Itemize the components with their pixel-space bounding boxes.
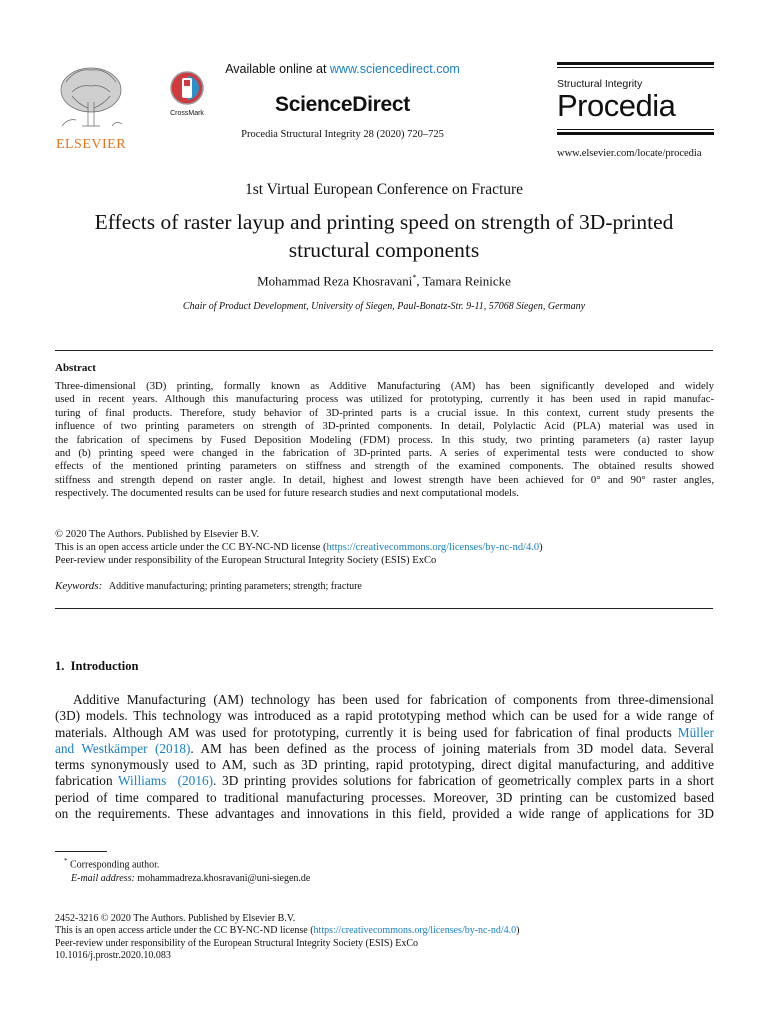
- abstract-line: turing of final products. Therefore, study behavior of 3D-printed parts is a crucial issue. In this context, current study presents the: [55, 406, 714, 419]
- abstract-line: influence of two printing parameters on strength of 3D-printed components. In detail, Polylactic Acid (PLA) material was used in: [55, 420, 714, 433]
- footnote-email: E-mail address: mohammadreza.khosravani@uni-siegen.de: [71, 872, 311, 884]
- citation-williams-year[interactable]: (2016): [177, 773, 214, 789]
- journal-citation: Procedia Structural Integrity 28 (2020) 720–725: [241, 129, 444, 140]
- conference-name: 1st Virtual European Conference on Fracture: [244, 181, 524, 198]
- issn-line: 2452-3216 © 2020 The Authors. Published by Elsevier B.V.: [55, 913, 296, 924]
- paper-title-line1: Effects of raster layup and printing speed on strength of 3D-printed: [94, 210, 674, 234]
- crossmark-label: CrossMark: [170, 110, 204, 117]
- affiliation: Chair of Product Development, University of Siegen, Paul-Bonatz-Str. 9-11, 57068 Siegen, Germany: [182, 301, 586, 312]
- crossmark-icon: [169, 70, 205, 106]
- authors: [0, 273, 768, 289]
- elsevier-wordmark: ELSEVIER: [55, 137, 127, 152]
- intro-line: terms synonymously used to AM, such as 3D printing, rapid prototyping, direct digital manufacturing, and additive: [55, 757, 714, 773]
- intro-line: Additive Manufacturing (AM) technology has been used for fabrication of components from three-dimensional: [73, 692, 714, 707]
- abstract-body: [55, 380, 714, 501]
- procedia-top-rule-thin: [557, 67, 714, 68]
- intro-line: and Westkämper (2018). AM has been defined as the process of joining materials from 3D model data. Several: [55, 740, 714, 756]
- abstract-line: stiffness and strength depend on raster angle. In detail, highest and lowest strength have been achieved for 0° and 90° raster angles,: [55, 473, 714, 486]
- abstract-license-block: [55, 529, 715, 567]
- footnote-rule: [55, 851, 107, 852]
- journal-url[interactable]: www.elsevier.com/locate/procedia: [557, 148, 702, 159]
- keywords-label: Keywords:: [55, 580, 103, 592]
- footer-license-link[interactable]: https://creativecommons.org/licenses/by-nc-nd/4.0: [313, 925, 517, 937]
- keywords-list: Additive manufacturing; printing parameters; strength; fracture: [108, 581, 362, 592]
- email-address[interactable]: mohammadreza.khosravani@uni-siegen.de: [137, 872, 311, 884]
- footer-license-line: This is an open access article under the CC BY-NC-ND license (https://creativecommons.org/licenses/by-nc-nd/4.0): [55, 925, 520, 937]
- paper-title-line2: structural components: [288, 238, 480, 262]
- license-line: This is an open access article under the CC BY-NC-ND license (https://creativecommons.org/licenses/by-nc-nd/4.0): [55, 541, 543, 553]
- intro-line: fabrication Williams (2016). 3D printing provides solutions for fabrication of geometrically complex parts in a short: [55, 773, 714, 789]
- author-1: Mohammad Reza Khosravani: [257, 273, 413, 289]
- footnote: [55, 855, 310, 885]
- procedia-top-rule-thick: [557, 62, 714, 65]
- abstract-line: Three-dimensional (3D) printing, formally known as Additive Manufacturing (AM) has been significantly developed and widely: [55, 380, 714, 392]
- paper-title: [0, 208, 768, 264]
- abstract-line: used in recent years. Although this manufacturing process was utilized for prototyping, currently it has been used in rapid manufac-: [55, 393, 714, 406]
- sciencedirect-logo: ScienceDirect: [274, 93, 410, 116]
- crossmark-badge[interactable]: [165, 70, 209, 122]
- abstract-heading: Abstract: [55, 362, 96, 374]
- procedia-logo-box: [557, 62, 714, 146]
- citation-muller-cont[interactable]: and Westkämper: [55, 740, 148, 756]
- available-online: Available online at www.sciencedirect.com: [225, 62, 460, 76]
- doi[interactable]: 10.1016/j.prostr.2020.10.083: [55, 949, 171, 961]
- intro-line: on the requirements. These advantages and innovations in this field, provided a wide range of applications for 3D: [55, 806, 714, 822]
- footer-peer-review: Peer-review under responsibility of the European Structural Integrity Society (ESIS) ExCo: [55, 937, 419, 949]
- abstract-line: the fabrication of specimens by Fused Deposition Modeling (FDM) process. In this study, two printing parameters (a) raster layup: [55, 433, 714, 446]
- footnote-corresponding: * Corresponding author.: [64, 857, 160, 871]
- section-heading-introduction: 1. Introduction: [55, 659, 139, 673]
- peer-review-line: Peer-review under responsibility of the European Structural Integrity Society (ESIS) ExCo: [55, 554, 437, 566]
- intro-line: period of time compared to traditional manufacturing processes. Moreover, 3D printing can be customized based: [55, 789, 714, 805]
- copyright-line: © 2020 The Authors. Published by Elsevier B.V.: [55, 529, 260, 540]
- intro-line: materials. Although AM was used for prototyping, currently it is being used for fabrication of final products Müller: [55, 724, 714, 740]
- abstract-line: effects of the mentioned printing parameters on stiffness and strength of the examined components. The obtained results showed: [55, 460, 714, 473]
- introduction-body: [55, 692, 714, 822]
- procedia-bottom-rule-thick: [557, 132, 714, 135]
- abstract-top-rule: [55, 350, 713, 351]
- abstract-bottom-rule: [55, 608, 713, 609]
- sciencedirect-link[interactable]: www.sciencedirect.com: [329, 62, 460, 76]
- procedia-series: Structural Integrity: [557, 78, 643, 90]
- procedia-wordmark: Procedia: [557, 88, 676, 123]
- citation-muller[interactable]: Müller: [677, 724, 714, 740]
- abstract-line: respectively. The documented results can be used for future research studies and next computational models.: [55, 487, 519, 500]
- citation-muller-year[interactable]: (2018): [154, 740, 191, 756]
- elsevier-tree-icon: [52, 62, 130, 132]
- corresponding-mark: *: [412, 273, 417, 282]
- license-link[interactable]: https://creativecommons.org/licenses/by-nc-nd/4.0: [326, 541, 540, 553]
- author-2: , Tamara Reinicke: [416, 273, 511, 289]
- keywords: [55, 580, 362, 592]
- elsevier-logo: [52, 62, 130, 152]
- page-footer: [55, 913, 519, 962]
- procedia-bottom-rule-thin: [557, 129, 714, 130]
- intro-line: (3D) models. This technology was introduced as a rapid prototyping method which can be used for a wide range of: [55, 708, 714, 724]
- citation-williams[interactable]: Williams: [118, 773, 167, 789]
- abstract-line: and (b) printing speed were changed in the fabrication of 3D-printed parts. A series of experimental tests were conducted to show: [55, 447, 714, 460]
